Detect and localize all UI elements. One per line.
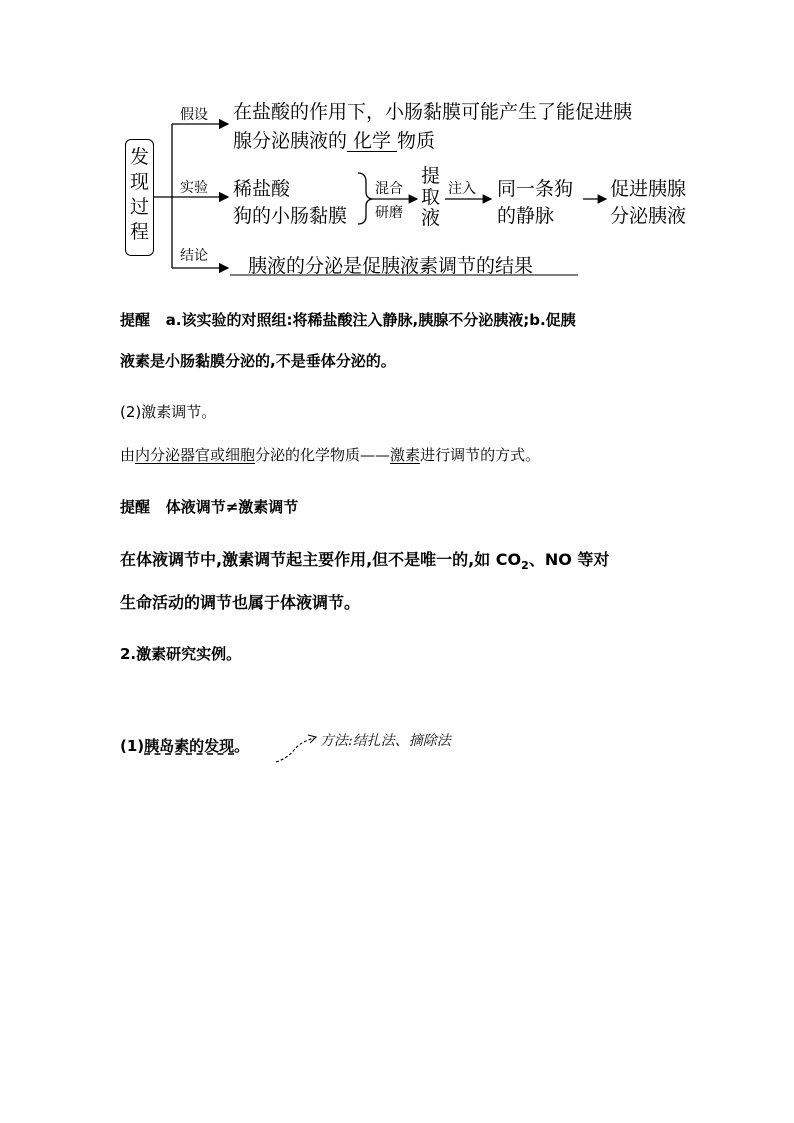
- handwritten-arrow: [272, 732, 322, 768]
- conclusion-text: 胰液的分泌是促胰液素调节的结果: [248, 255, 534, 277]
- box-char-3: 过: [129, 196, 149, 218]
- extract-liquid: [421, 166, 440, 229]
- def-hormone: 激素: [390, 446, 421, 464]
- tip1-label: 提醒: [120, 311, 151, 329]
- target-same-dog: 同一条狗: [497, 178, 574, 200]
- hypothesis-line1: 在盐酸的作用下，小肠黏膜可能产生了能促进胰: [233, 101, 633, 123]
- step-inject: 注入: [448, 181, 476, 197]
- insulin-post: 。: [234, 737, 250, 755]
- discovery-process-diagram: [0, 0, 794, 290]
- step-mix: 混合: [375, 181, 403, 197]
- insulin-pre: (1): [120, 737, 145, 755]
- conclusion-label: 结论: [180, 248, 208, 264]
- step-grind: 研磨: [375, 205, 403, 221]
- box-char-2: 现: [129, 171, 149, 193]
- def-pre: 由: [120, 446, 136, 464]
- para-line1: [120, 548, 609, 578]
- experiment-label: 实验: [180, 180, 208, 196]
- tip2-text: 体液调节≠激素调节: [165, 498, 299, 516]
- hypothesis-line2-pre: 腺分泌胰液的: [233, 130, 348, 152]
- hypothesis-blank: 化学: [347, 131, 397, 152]
- insulin-title: 胰岛素的发现: [144, 737, 235, 755]
- method-note: 方法:结扎法、摘除法: [320, 733, 451, 749]
- tip2: [120, 496, 298, 518]
- def-endocrine: 内分泌器官或细胞: [135, 446, 256, 464]
- tip1-text1: a.该实验的对照组:将稀盐酸注入静脉,胰腺不分泌胰液;b.促胰: [165, 311, 576, 329]
- co2-subscript: 2: [521, 559, 529, 573]
- para-line2: 生命活动的调节也属于体液调节。: [120, 593, 361, 612]
- discovery-process-box: [125, 139, 154, 256]
- para-line1-post: 、NO 等对: [528, 550, 610, 569]
- box-char-4: 程: [129, 221, 149, 243]
- para-line1-pre: 在体液调节中,激素调节起主要作用,但不是唯一的,如 CO: [120, 550, 522, 569]
- result-line2: 分泌胰液: [610, 205, 687, 227]
- insulin-heading: [120, 735, 249, 757]
- extract-char-3: 液: [421, 207, 441, 229]
- section2-heading: (2)激素调节。: [120, 403, 217, 421]
- hormone-definition: [120, 444, 540, 466]
- hypothesis-line2: [233, 126, 435, 153]
- experiment-input-acid: 稀盐酸: [233, 178, 291, 200]
- hypothesis-label: 假设: [180, 107, 208, 123]
- section3-heading: 2.激素研究实例。: [120, 645, 242, 663]
- def-mid: 分泌的化学物质——: [255, 446, 391, 464]
- tip1-line2: 液素是小肠黏膜分泌的,不是垂体分泌的。: [120, 352, 396, 370]
- tip1-line1: [120, 309, 576, 331]
- def-post: 进行调节的方式。: [420, 446, 541, 464]
- experiment-input-mucosa: 狗的小肠黏膜: [233, 205, 348, 227]
- tip2-label: 提醒: [120, 498, 151, 516]
- box-char-1: 发: [129, 146, 149, 168]
- target-vein: 的静脉: [497, 205, 555, 227]
- extract-char-2: 取: [421, 186, 441, 208]
- extract-char-1: 提: [421, 165, 441, 187]
- result-line1: 促进胰腺: [610, 178, 687, 200]
- hypothesis-line2-post: 物质: [397, 130, 436, 152]
